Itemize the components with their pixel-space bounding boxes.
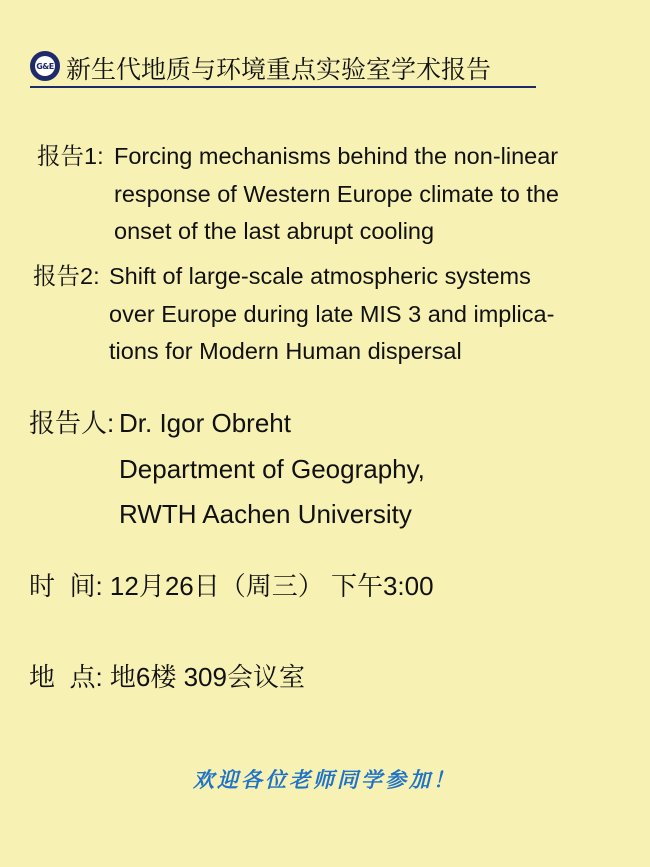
talk-2-title xyxy=(109,258,554,371)
page-title: 新生代地质与环境重点实验室学术报告 xyxy=(66,55,492,84)
speaker-details xyxy=(119,401,425,538)
speaker-university: RWTH Aachen University xyxy=(119,499,412,529)
place-label: 地 点: xyxy=(29,662,103,692)
talk-1-title xyxy=(114,138,559,251)
talk-2-label: 报告2: xyxy=(33,263,100,289)
place-value: 地6楼 309会议室 xyxy=(109,662,305,692)
talk-2-line: tions for Modern Human dispersal xyxy=(109,338,462,364)
lab-logo-icon xyxy=(30,51,60,81)
welcome-message: 欢迎各位老师同学参加！ xyxy=(193,767,457,792)
place-section xyxy=(29,657,305,694)
time-label: 时 间: xyxy=(29,571,103,601)
time-value: 12月26日（周三） 下午3:00 xyxy=(109,571,434,601)
talk-2-line: over Europe during late MIS 3 and implica- xyxy=(109,300,555,327)
time-section xyxy=(29,566,434,603)
speaker-name: Dr. Igor Obreht xyxy=(119,408,291,438)
talk-1-line: Forcing mechanisms behind the non-linear xyxy=(114,143,559,169)
speaker-label: 报告人: xyxy=(29,408,115,438)
talk-1-line: response of Western Europe climate to the xyxy=(114,180,559,207)
title-underline xyxy=(30,86,536,88)
speaker-department: Department of Geography, xyxy=(119,453,425,484)
talk-1-line: onset of the last abrupt cooling xyxy=(114,218,435,244)
lab-logo-text: G&E xyxy=(35,56,55,76)
talk-2-line: Shift of large-scale atmospheric systems xyxy=(109,263,531,289)
talk-1-label: 报告1: xyxy=(37,143,104,169)
header xyxy=(30,48,536,88)
